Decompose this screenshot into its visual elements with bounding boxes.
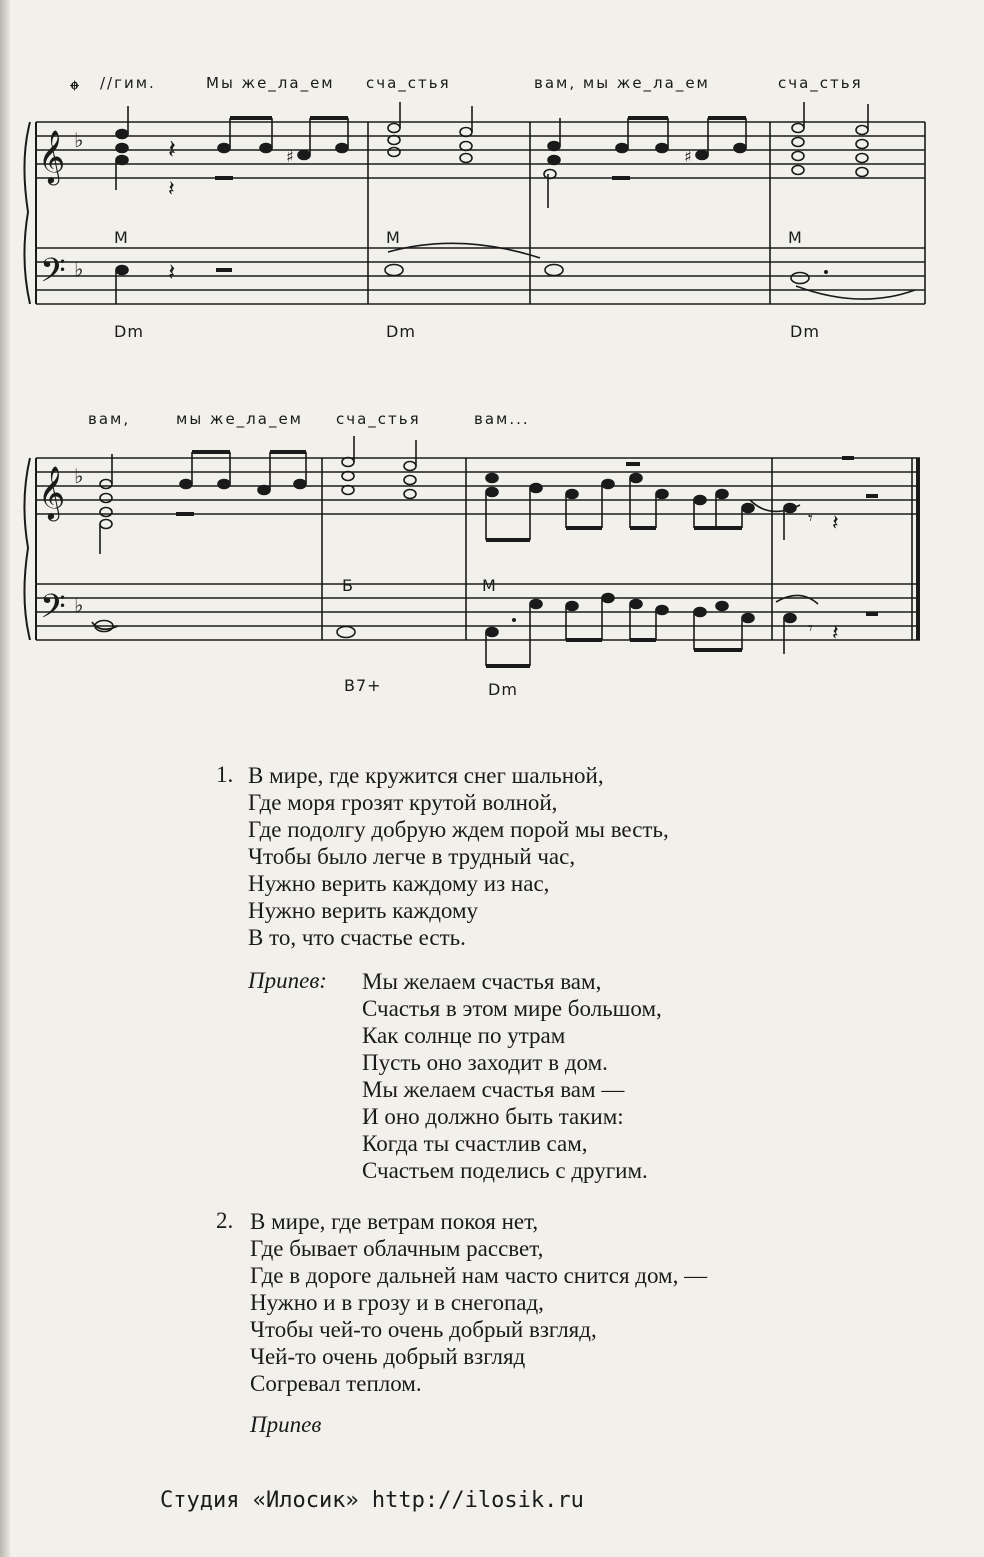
treble-clef-icon: 𝄞: [38, 465, 66, 519]
verse-line: В то, что счастье есть.: [248, 925, 466, 950]
svg-text:𝄽: 𝄽: [168, 177, 175, 202]
section-mark: Б: [342, 576, 353, 595]
lyric-syllable: мы же_ла_ем: [176, 410, 303, 428]
svg-text:♯: ♯: [684, 147, 692, 166]
svg-text:♭: ♭: [74, 128, 84, 152]
verse-line: Где бывает облачным рассвет,: [250, 1236, 544, 1261]
chorus-label: Припев:: [248, 968, 327, 993]
verse-line: Согревал теплом.: [250, 1371, 422, 1396]
lyric-syllable: сча_стья: [778, 74, 863, 92]
chorus-line: Как солнце по утрам: [362, 1023, 566, 1048]
section-mark: М: [386, 228, 400, 247]
chord-symbol: Dm: [488, 680, 518, 699]
verse-number: 2.: [216, 1208, 234, 1233]
verse-line: Нужно и в грозу и в снегопад,: [250, 1290, 544, 1315]
chorus: [362, 968, 662, 1184]
verse-2: [250, 1208, 707, 1397]
lyric-syllable: сча_стья: [336, 410, 421, 428]
refrain-label: Припев: [250, 1412, 322, 1437]
chord-symbol: B7+: [344, 676, 382, 695]
footer-credit: Студия «Илосик» http://ilosik.ru: [160, 1488, 584, 1513]
svg-text:♭: ♭: [74, 257, 84, 281]
verse-1: [248, 762, 669, 951]
system-1-notes: [116, 102, 868, 304]
svg-text:♭: ♭: [74, 593, 84, 617]
svg-text:𝄽: 𝄽: [832, 511, 839, 536]
section-mark: М: [788, 228, 802, 247]
svg-text:𝄾: 𝄾: [808, 618, 813, 639]
verse-number: 1.: [216, 762, 234, 787]
verse-line: Где в дороге дальней нам часто снится дом, —: [250, 1263, 708, 1288]
chorus-line: Мы желаем счастья вам —: [362, 1077, 625, 1102]
treble-clef-icon: 𝄞: [38, 129, 66, 183]
verse-line: В мире, где ветрам покоя нет,: [250, 1209, 539, 1234]
chorus-line: Счастья в этом мире большом,: [362, 996, 662, 1021]
svg-text:𝄽: 𝄽: [832, 621, 839, 646]
bass-clef-icon: 𝄢: [40, 588, 66, 634]
coda-marker: 𝄌: [70, 76, 79, 106]
music-score: [0, 0, 984, 720]
lyric-syllable: //гим.: [100, 74, 156, 92]
chord-symbol: Dm: [386, 322, 416, 341]
chord-symbol: Dm: [114, 322, 144, 341]
verse-line: В мире, где кружится снег шальной,: [248, 763, 604, 788]
verse-line: Нужно верить каждому: [248, 898, 479, 923]
bass-clef-icon: 𝄢: [40, 252, 66, 298]
chorus-line: Мы желаем счастья вам,: [362, 969, 602, 994]
svg-text:𝄽: 𝄽: [168, 135, 176, 165]
verse-line: Где моря грозят крутой волной,: [248, 790, 558, 815]
chorus-line: Счастьем поделись с другим.: [362, 1158, 648, 1183]
svg-text:𝄾: 𝄾: [808, 508, 813, 529]
lyric-syllable: сча_стья: [366, 74, 451, 92]
section-mark: М: [114, 228, 128, 247]
chorus-line: И оно должно быть таким:: [362, 1104, 624, 1129]
lyric-syllable: вам,: [88, 410, 131, 428]
verse-line: Чтобы чей-то очень добрый взгляд,: [250, 1317, 597, 1342]
svg-text:𝄽: 𝄽: [168, 258, 176, 286]
svg-text:♯: ♯: [286, 147, 294, 166]
verse-line: Нужно верить каждому из нас,: [248, 871, 550, 896]
chord-symbol: Dm: [790, 322, 820, 341]
system-2-notes: [95, 436, 878, 666]
chorus-line: Пусть оно заходит в дом.: [362, 1050, 608, 1075]
verse-line: Где подолгу добрую ждем порой мы весть,: [248, 817, 669, 842]
system-2-bass-staff: [36, 584, 920, 640]
lyric-syllable: Мы же_ла_ем: [206, 74, 335, 92]
section-mark: М: [482, 576, 496, 595]
verse-line: Чей-то очень добрый взгляд: [250, 1344, 526, 1369]
verse-line: Чтобы было легче в трудный час,: [248, 844, 576, 869]
svg-text:♭: ♭: [74, 464, 84, 488]
chorus-line: Когда ты счастлив сам,: [362, 1131, 588, 1156]
lyric-syllable: вам, мы же_ла_ем: [534, 74, 710, 92]
lyric-syllable: вам...: [474, 410, 530, 428]
